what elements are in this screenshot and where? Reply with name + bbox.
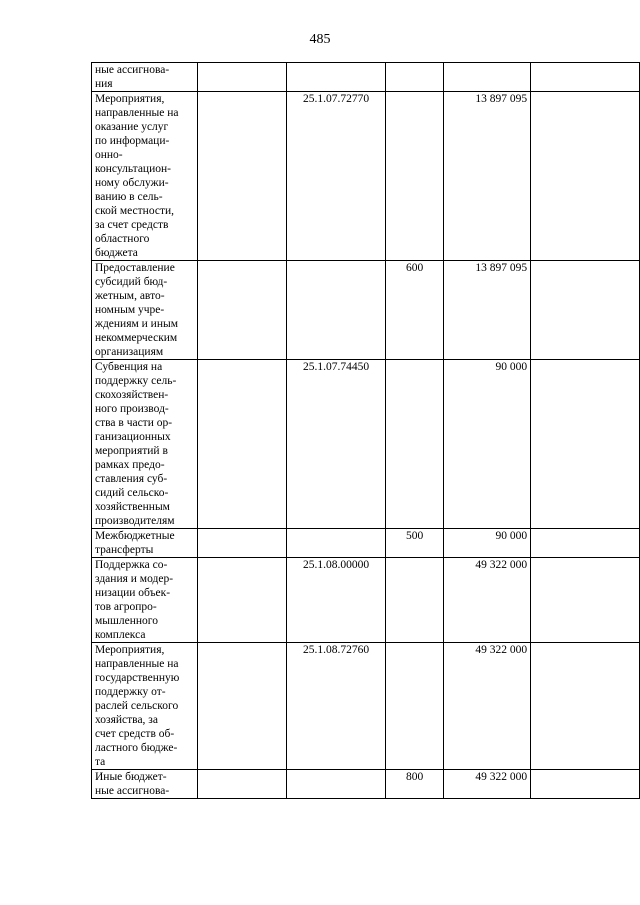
empty-cell	[531, 63, 640, 92]
item-description: Предоставление субсидий бюд- жетным, авто- номным учре- ждениям и иным некоммерческим организациям	[92, 261, 198, 360]
item-description: Поддержка со- здания и модер- низации объек- тов агропро- мышленного комплекса	[92, 558, 198, 643]
expense-type-code: 600	[385, 261, 444, 360]
table-row	[92, 770, 640, 799]
amount-cell: 49 322 000	[444, 558, 531, 643]
empty-cell	[197, 770, 287, 799]
table-row	[92, 360, 640, 529]
empty-cell	[197, 63, 287, 92]
expense-type-code	[385, 360, 444, 529]
target-article-code	[287, 63, 385, 92]
amount-cell: 90 000	[444, 529, 531, 558]
target-article-code: 25.1.08.72760	[287, 643, 385, 770]
amount-cell	[444, 63, 531, 92]
page-number: 485	[309, 32, 331, 47]
amount-cell: 13 897 095	[444, 92, 531, 261]
empty-cell	[197, 558, 287, 643]
target-article-code: 25.1.08.00000	[287, 558, 385, 643]
item-description: Иные бюджет- ные ассигнова-	[92, 770, 198, 799]
empty-cell	[531, 261, 640, 360]
target-article-code	[287, 770, 385, 799]
amount-cell: 49 322 000	[444, 770, 531, 799]
expense-type-code	[385, 63, 444, 92]
empty-cell	[197, 261, 287, 360]
table-row	[92, 643, 640, 770]
expense-type-code: 500	[385, 529, 444, 558]
target-article-code: 25.1.07.74450	[287, 360, 385, 529]
amount-cell: 49 322 000	[444, 643, 531, 770]
expense-type-code	[385, 558, 444, 643]
target-article-code	[287, 529, 385, 558]
empty-cell	[531, 529, 640, 558]
table-row	[92, 529, 640, 558]
amount-cell: 13 897 095	[444, 261, 531, 360]
expense-type-code	[385, 92, 444, 261]
target-article-code: 25.1.07.72770	[287, 92, 385, 261]
empty-cell	[531, 360, 640, 529]
empty-cell	[531, 558, 640, 643]
item-description: Мероприятия, направленные на оказание услуг по информаци- онно- консультацион- ному обслужи- ванию в сель- ской местности, за счет средств областного бюджета	[92, 92, 198, 261]
table-row	[92, 92, 640, 261]
expense-type-code: 800	[385, 770, 444, 799]
item-description: Межбюджетные трансферты	[92, 529, 198, 558]
item-description: Субвенция на поддержку сель- скохозяйствен- ного производ- ства в части ор- ганизационных мероприятий в рамках предо- ставления суб- сидий сельско- хозяйственным производителям	[92, 360, 198, 529]
empty-cell	[531, 92, 640, 261]
empty-cell	[531, 770, 640, 799]
table-row	[92, 558, 640, 643]
target-article-code	[287, 261, 385, 360]
table-row	[92, 261, 640, 360]
budget-table	[91, 62, 640, 799]
item-description: Мероприятия, направленные на государственную поддержку от- раслей сельского хозяйства, за счет средств об- ластного бюдже- та	[92, 643, 198, 770]
empty-cell	[197, 360, 287, 529]
table-row	[92, 63, 640, 92]
empty-cell	[531, 643, 640, 770]
empty-cell	[197, 643, 287, 770]
item-description: ные ассигнова- ния	[92, 63, 198, 92]
expense-type-code	[385, 643, 444, 770]
amount-cell: 90 000	[444, 360, 531, 529]
empty-cell	[197, 92, 287, 261]
empty-cell	[197, 529, 287, 558]
